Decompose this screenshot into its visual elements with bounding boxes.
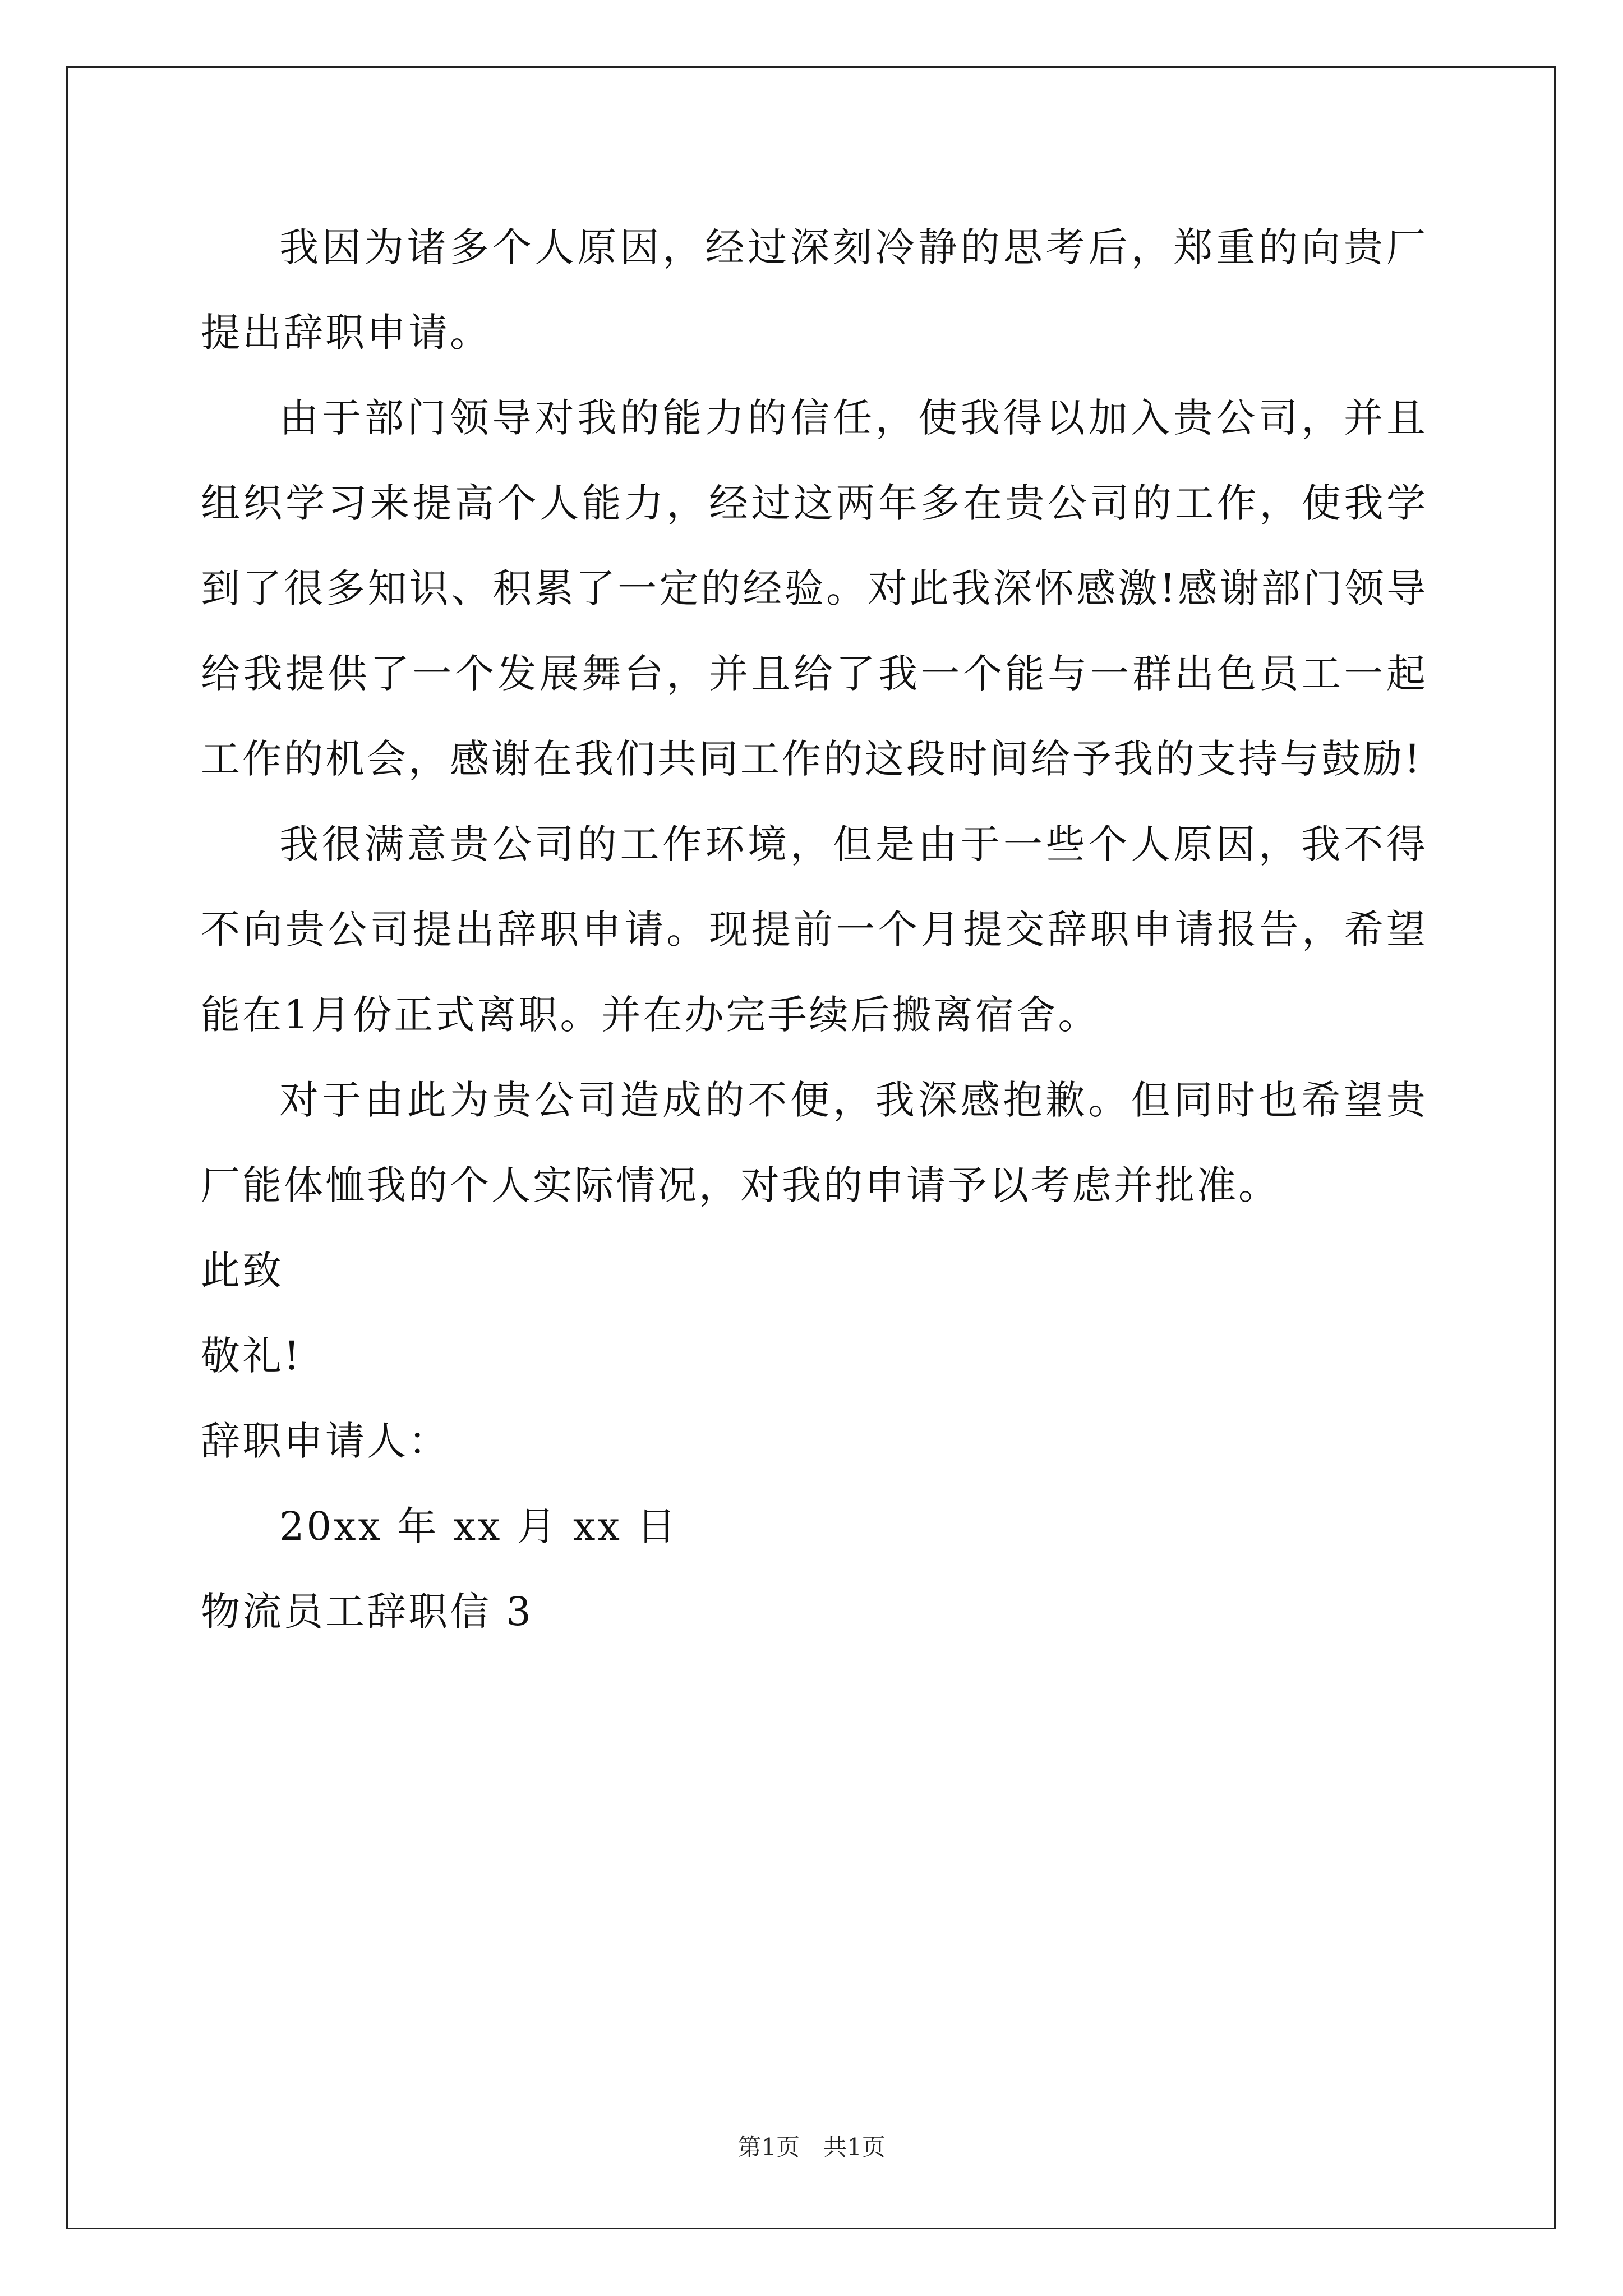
paragraph-4: 对于由此为贵公司造成的不便，我深感抱歉。但同时也希望贵厂能体恤我的个人实际情况，对我的申请予以考虑并批准。 [201, 1077, 1428, 1208]
closing-respect: 敬礼! [201, 1333, 302, 1379]
signature-label: 辞职申请人： [201, 1418, 450, 1464]
paragraph-1: 我因为诸多个人原因，经过深刻冷静的思考后，郑重的向贵厂提出辞职申请。 [201, 224, 1428, 356]
closing-salutation: 此致 [201, 1248, 284, 1294]
paragraph-2: 由于部门领导对我的能力的信任，使我得以加入贵公司，并且组织学习来提高个人能力，经过这两年多在贵公司的工作，使我学到了很多知识、积累了一定的经验。对此我深怀感激!感谢部门领导给我提供了一个发展舞台，并且给了我一个能与一群出色员工一起工作的机会，感谢在我们共同工作的这段时间给予我的支持与鼓励! [201, 395, 1428, 782]
paragraph-3: 我很满意贵公司的工作环境，但是由于一些个人原因，我不得不向贵公司提出辞职申请。现提前一个月提交辞职申请报告，希望能在1月份正式离职。并在办完手续后搬离宿舍。 [201, 821, 1428, 1038]
next-section-title: 物流员工辞职信 3 [201, 1589, 533, 1635]
page-footer: 第1页 共1页 [737, 2133, 886, 2161]
document-body [201, 205, 1428, 1654]
date-line: 20xx 年 xx 月 xx 日 [279, 1503, 679, 1549]
